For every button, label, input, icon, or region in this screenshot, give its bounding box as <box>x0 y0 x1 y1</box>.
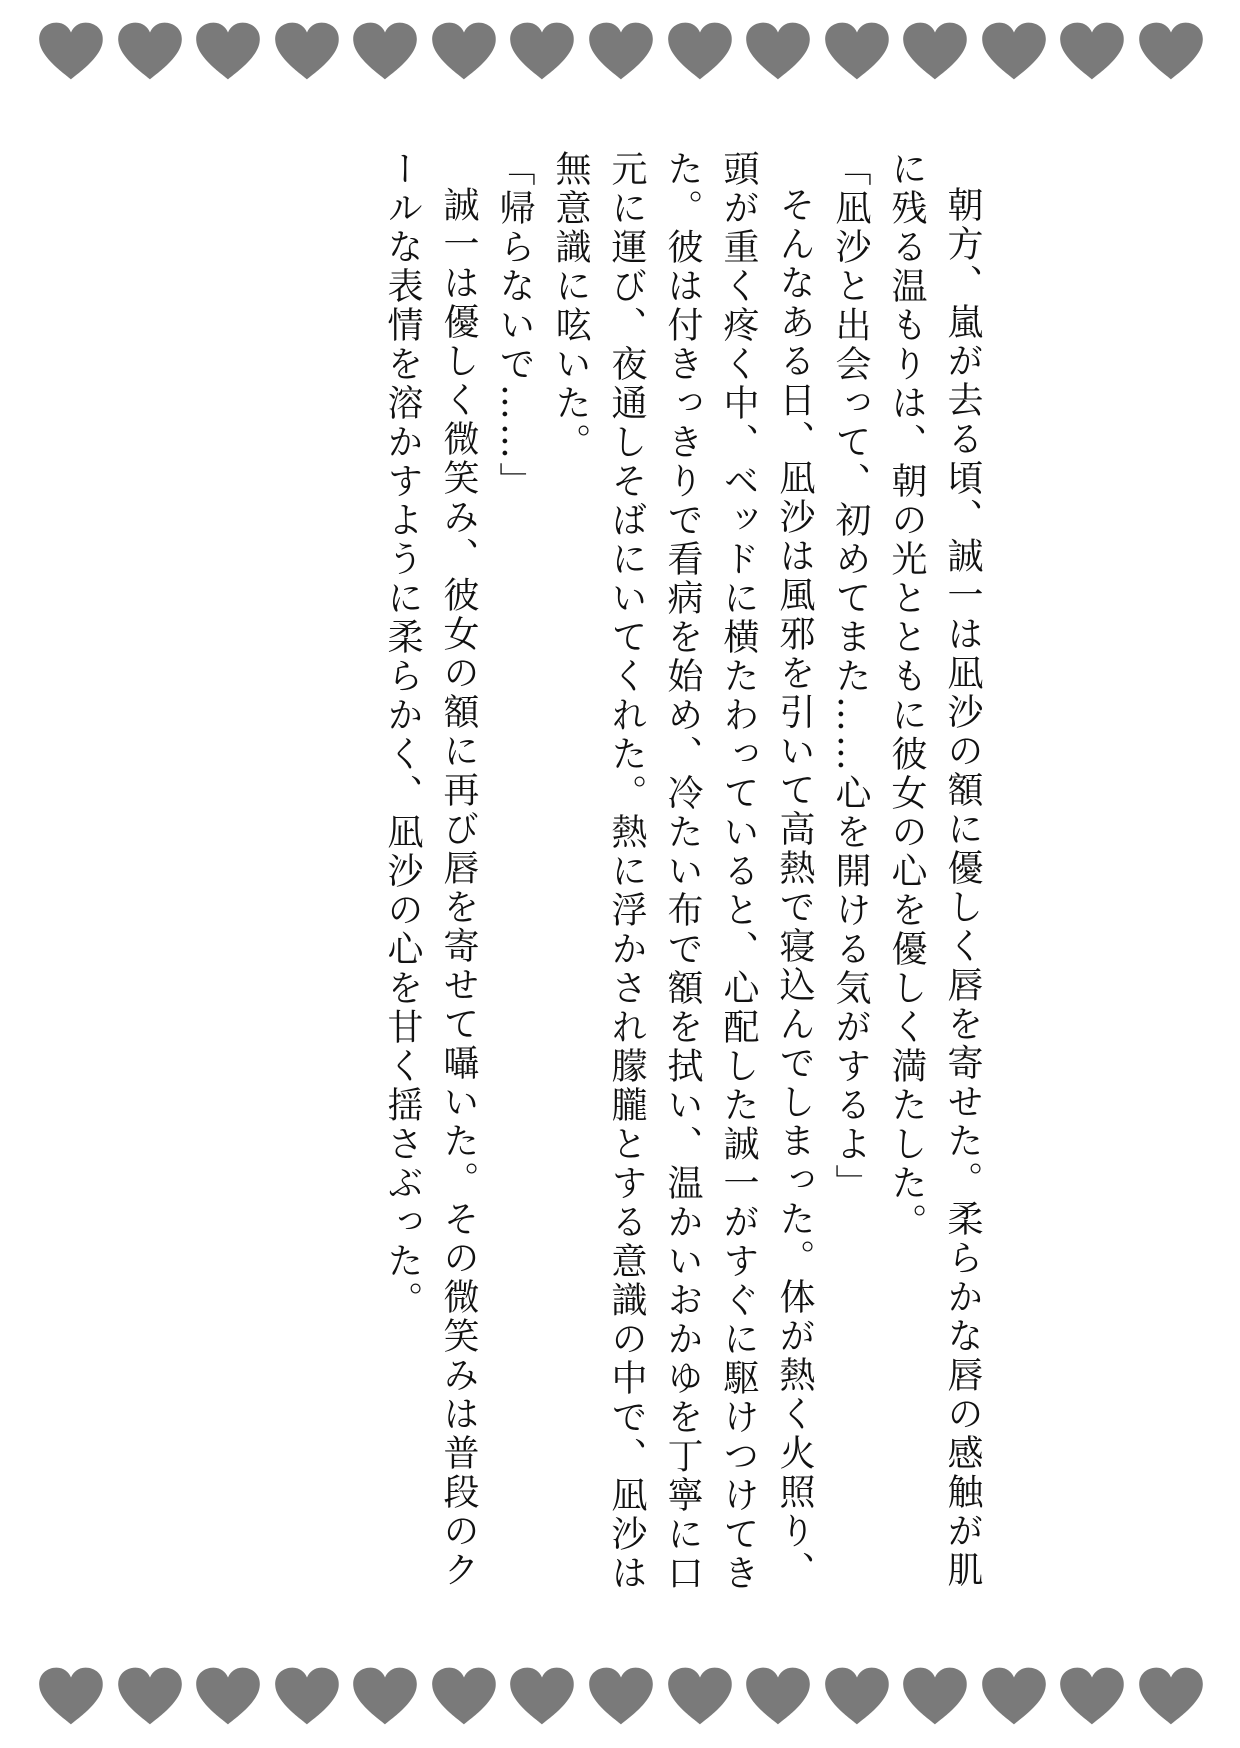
heart-icon <box>117 1666 183 1726</box>
heart-icon <box>981 21 1047 81</box>
heart-icon <box>352 21 418 81</box>
heart-icon <box>274 21 340 81</box>
heart-icon <box>509 1666 575 1726</box>
heart-icon <box>38 1666 104 1726</box>
heart-icon <box>117 21 183 81</box>
paragraph-3: 誠一は優しく微笑み、彼女の額に再び唇を寄せて囁いた。その微笑みは普段のクールな表情を溶かすように柔らかく、凪沙の心を甘く揺さぶった。 <box>382 150 479 1590</box>
heart-icon <box>509 21 575 81</box>
heart-icon <box>667 21 733 81</box>
top-heart-border <box>38 16 1204 86</box>
heart-icon <box>981 1666 1047 1726</box>
heart-icon <box>745 21 811 81</box>
story-text <box>230 150 990 1610</box>
heart-icon <box>38 21 104 81</box>
heart-icon <box>902 21 968 81</box>
heart-icon <box>195 1666 261 1726</box>
heart-icon <box>667 1666 733 1726</box>
heart-icon <box>274 1666 340 1726</box>
paragraph-1: 朝方、嵐が去る頃、誠一は凪沙の額に優しく唇を寄せた。柔らかな唇の感触が肌に残る温もりは、朝の光とともに彼女の心を優しく満たした。 <box>886 150 983 1590</box>
dialogue-2: 「帰らないで……」 <box>494 150 535 501</box>
heart-icon <box>195 21 261 81</box>
heart-icon <box>588 1666 654 1726</box>
heart-icon <box>1059 1666 1125 1726</box>
heart-icon <box>588 21 654 81</box>
heart-icon <box>1138 21 1204 81</box>
heart-icon <box>1138 1666 1204 1726</box>
heart-icon <box>1059 21 1125 81</box>
heart-icon <box>824 21 890 81</box>
heart-icon <box>431 21 497 81</box>
heart-icon <box>902 1666 968 1726</box>
heart-icon <box>431 1666 497 1726</box>
heart-icon <box>824 1666 890 1726</box>
paragraph-2: そんなある日、凪沙は風邪を引いて高熱で寝込んでしまった。体が熱く火照り、頭が重く疼く中、ベッドに横たわっていると、心配した誠一がすぐに駆けつけてきた。彼は付きっきりで看病を始め、冷たい布で額を拭い、温かいおかゆを丁寧に口元に運び、夜通しそばにいてくれた。熱に浮かされ朦朧とする意識の中で、凪沙は無意識に呟いた。 <box>550 150 815 1593</box>
dialogue-1: 「凪沙と出会って、初めてまた……心を開ける気がするよ」 <box>830 150 871 1203</box>
heart-icon <box>352 1666 418 1726</box>
heart-icon <box>745 1666 811 1726</box>
bottom-heart-border <box>38 1661 1204 1731</box>
